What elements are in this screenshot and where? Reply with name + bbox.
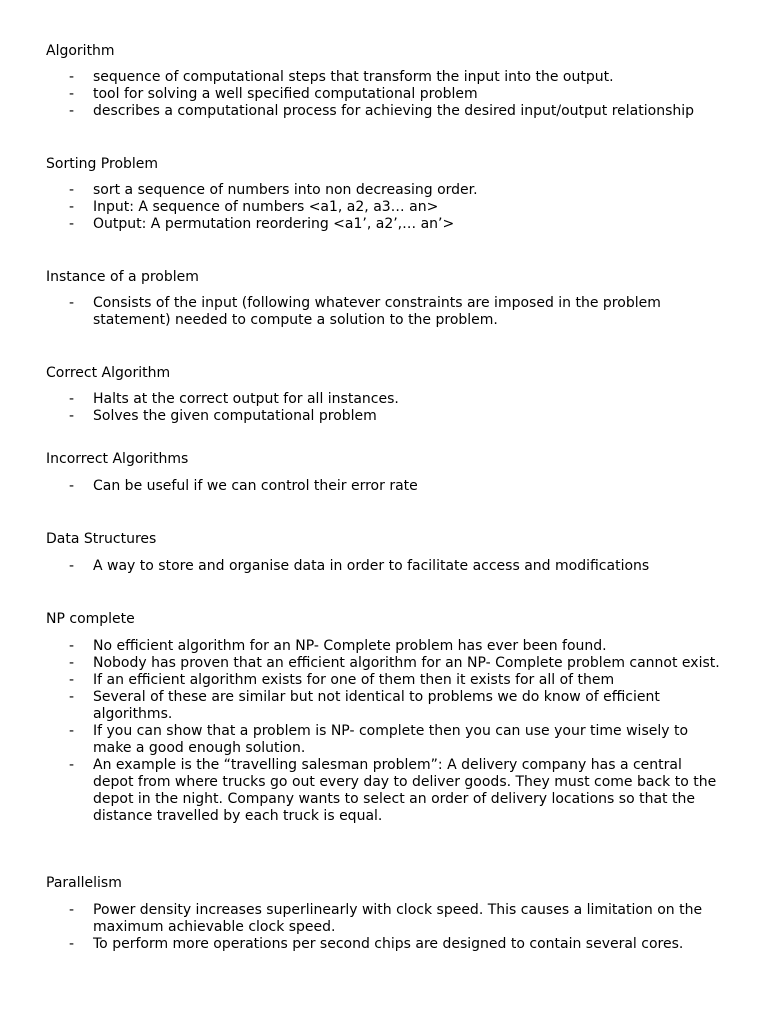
list-item-text: Can be useful if we can control their error rate (93, 478, 418, 494)
section-heading: Instance of a problem (46, 269, 199, 285)
section-data-structures (46, 531, 726, 575)
list-item-text: To perform more operations per second chips are designed to contain several cores. (93, 936, 684, 952)
bullet-dash: - (69, 638, 75, 654)
list-item-text: A way to store and organise data in order to facilitate access and modifications (93, 558, 650, 574)
bullet-list (46, 69, 726, 120)
list-item (46, 408, 726, 425)
bullet-dash: - (69, 86, 75, 102)
bullet-list (46, 478, 726, 495)
section-heading: Sorting Problem (46, 156, 159, 172)
section-heading: NP complete (46, 611, 135, 627)
bullet-dash: - (69, 408, 75, 424)
section-heading: Incorrect Algorithms (46, 451, 189, 467)
list-item (46, 757, 726, 825)
section-sorting-problem (46, 156, 726, 233)
list-item-text: sort a sequence of numbers into non decreasing order. (93, 182, 478, 198)
bullet-dash: - (69, 655, 75, 671)
list-item (46, 478, 726, 495)
section-heading: Data Structures (46, 531, 157, 547)
bullet-list (46, 558, 726, 575)
list-item (46, 723, 726, 757)
list-item (46, 936, 726, 953)
list-item (46, 69, 726, 86)
list-item-text: describes a computational process for achieving the desired input/output relationship (93, 103, 695, 119)
bullet-dash: - (69, 199, 75, 215)
bullet-dash: - (69, 558, 75, 574)
list-item (46, 558, 726, 575)
bullet-list (46, 182, 726, 233)
list-item (46, 86, 726, 103)
bullet-list (46, 295, 726, 329)
list-item-text: Input: A sequence of numbers <a1, a2, a3… an> (93, 199, 439, 215)
list-item-text: An example is the “travelling salesman problem”: A delivery company has a central depot from where trucks go out every day to deliver goods. They must come back to the depot in the night. Company wants to select an order of delivery locations so that the distance travelled by each truck is equal. (93, 757, 717, 824)
list-item-text: Nobody has proven that an efficient algorithm for an NP- Complete problem cannot exist. (93, 655, 720, 671)
list-item (46, 689, 726, 723)
section-heading: Algorithm (46, 43, 115, 59)
bullet-dash: - (69, 723, 75, 739)
section-incorrect-algorithms (46, 451, 726, 495)
list-item-text: Solves the given computational problem (93, 408, 377, 424)
section-np-complete (46, 611, 726, 825)
list-item (46, 182, 726, 199)
section-algorithm (46, 43, 726, 120)
section-instance-of-a-problem (46, 269, 726, 329)
list-item (46, 902, 726, 936)
list-item-text: Output: A permutation reordering <a1’, a2’,… an’> (93, 216, 455, 232)
list-item (46, 672, 726, 689)
list-item (46, 295, 726, 329)
bullet-dash: - (69, 103, 75, 119)
list-item (46, 216, 726, 233)
bullet-dash: - (69, 295, 75, 311)
list-item-text: Halts at the correct output for all instances. (93, 391, 399, 407)
list-item (46, 655, 726, 672)
bullet-dash: - (69, 182, 75, 198)
section-parallelism (46, 875, 726, 953)
bullet-dash: - (69, 672, 75, 688)
bullet-dash: - (69, 391, 75, 407)
list-item-text: If an efficient algorithm exists for one of them then it exists for all of them (93, 672, 615, 688)
list-item (46, 391, 726, 408)
list-item-text: If you can show that a problem is NP- complete then you can use your time wisely to make a good enough solution. (93, 723, 689, 756)
bullet-list (46, 391, 726, 425)
list-item-text: Several of these are similar but not identical to problems we do know of efficient algorithms. (93, 689, 660, 722)
bullet-dash: - (69, 69, 75, 85)
list-item-text: Consists of the input (following whatever constraints are imposed in the problem statement) needed to compute a solution to the problem. (93, 295, 661, 328)
section-heading: Correct Algorithm (46, 365, 171, 381)
bullet-list (46, 902, 726, 953)
list-item-text: Power density increases superlinearly with clock speed. This causes a limitation on the maximum achievable clock speed. (93, 902, 703, 935)
list-item (46, 103, 726, 120)
bullet-dash: - (69, 902, 75, 918)
list-item-text: sequence of computational steps that transform the input into the output. (93, 69, 614, 85)
list-item (46, 199, 726, 216)
list-item-text: tool for solving a well specified computational problem (93, 86, 478, 102)
bullet-dash: - (69, 936, 75, 952)
bullet-list (46, 638, 726, 825)
bullet-dash: - (69, 757, 75, 773)
list-item-text: No efficient algorithm for an NP- Complete problem has ever been found. (93, 638, 607, 654)
section-heading: Parallelism (46, 875, 122, 891)
section-correct-algorithm (46, 365, 726, 425)
bullet-dash: - (69, 216, 75, 232)
bullet-dash: - (69, 478, 75, 494)
list-item (46, 638, 726, 655)
bullet-dash: - (69, 689, 75, 705)
